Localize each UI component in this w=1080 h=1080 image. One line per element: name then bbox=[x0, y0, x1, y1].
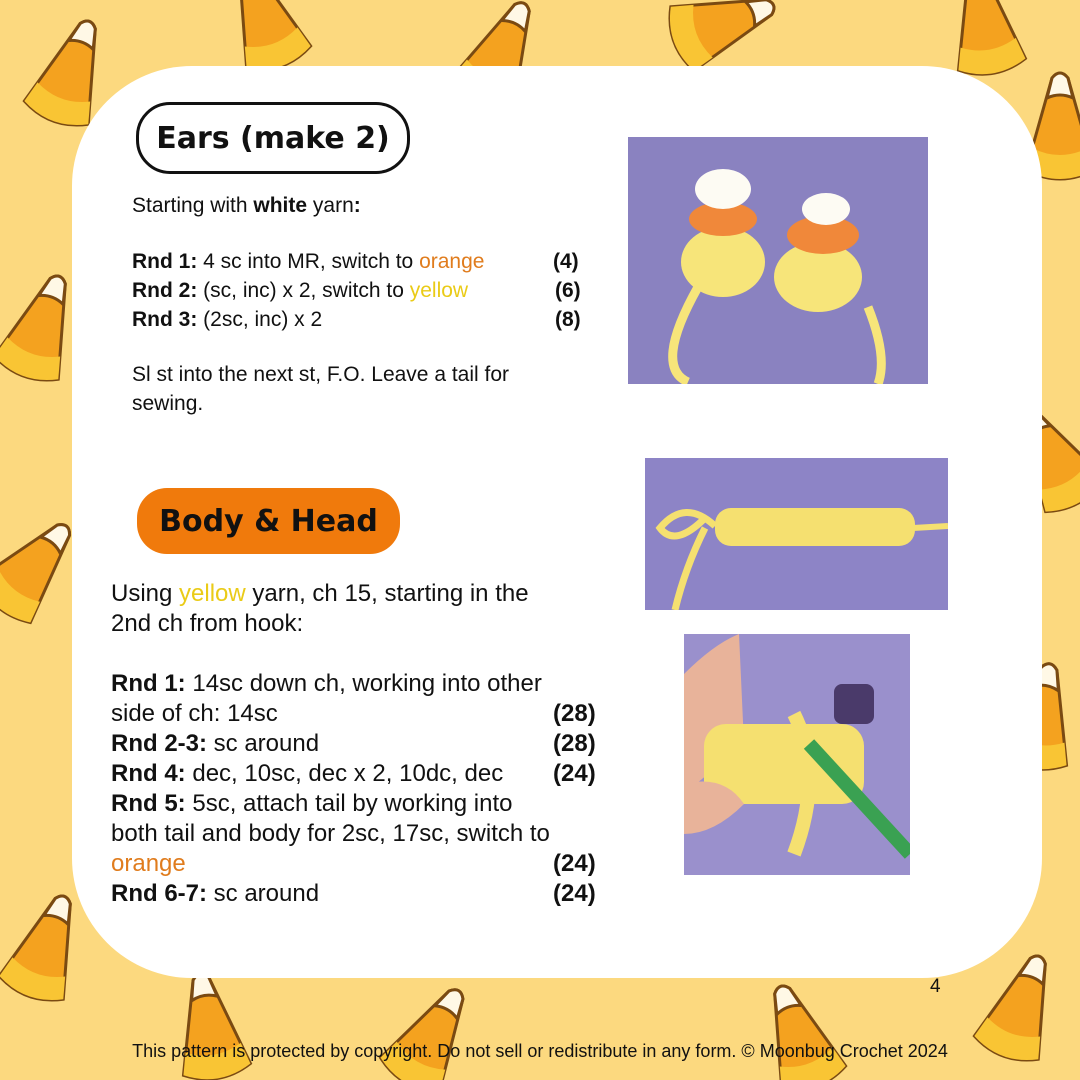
ears-rnd1: Rnd 1: 4 sc into MR, switch to orange bbox=[132, 250, 485, 273]
body-rnd4: Rnd 4: dec, 10sc, dec x 2, 10dc, dec bbox=[111, 760, 504, 787]
ears-rnd3-count: (8) bbox=[555, 308, 581, 331]
body-rnd1-line2: side of ch: 14sc bbox=[111, 700, 278, 727]
body-rnd5-count: (24) bbox=[553, 850, 596, 877]
body-rnd23: Rnd 2-3: sc around bbox=[111, 730, 320, 757]
ears-rnd2-count: (6) bbox=[555, 279, 581, 302]
chain-photo bbox=[645, 458, 948, 610]
copyright-footer: This pattern is protected by copyright. Do not sell or redistribute in any form. © Moonbug Crochet 2024 bbox=[132, 1041, 948, 1061]
ears-photo bbox=[628, 137, 928, 384]
body-rnd23-count: (28) bbox=[553, 730, 596, 757]
ears-title: Ears (make 2) bbox=[136, 102, 410, 174]
body-intro-line1: Using yellow yarn, ch 15, starting in the bbox=[111, 580, 529, 607]
ears-rnd1-count: (4) bbox=[553, 250, 579, 273]
body-photo bbox=[684, 634, 910, 875]
ears-rnd3: Rnd 3: (2sc, inc) x 2 bbox=[132, 308, 323, 331]
ears-intro: Starting with white yarn: bbox=[132, 194, 361, 217]
body-rnd5-line2: both tail and body for 2sc, 17sc, switch to bbox=[111, 820, 550, 847]
body-rnd4-count: (24) bbox=[553, 760, 596, 787]
body-intro-line2: 2nd ch from hook: bbox=[111, 610, 304, 637]
body-rnd1: Rnd 1: 14sc down ch, working into other bbox=[111, 670, 542, 697]
ears-rnd2: Rnd 2: (sc, inc) x 2, switch to yellow bbox=[132, 279, 469, 302]
body-rnd67-count: (24) bbox=[553, 880, 596, 907]
body-rnd5: Rnd 5: 5sc, attach tail by working into bbox=[111, 790, 513, 817]
ears-finish-line1: Sl st into the next st, F.O. Leave a tail for bbox=[132, 363, 510, 386]
page-number: 4 bbox=[930, 976, 941, 997]
body-rnd67: Rnd 6-7: sc around bbox=[111, 880, 320, 907]
body-head-title: Body & Head bbox=[137, 488, 400, 554]
ears-finish-line2: sewing. bbox=[132, 392, 204, 415]
body-rnd5-color: orange bbox=[111, 850, 186, 877]
body-rnd1-count: (28) bbox=[553, 700, 596, 727]
